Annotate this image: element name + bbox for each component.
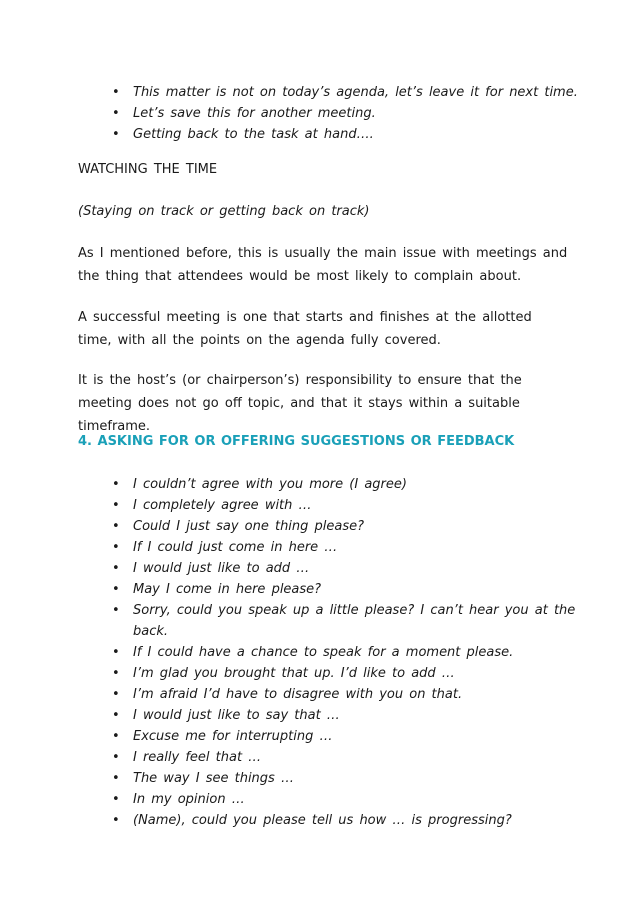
bullet-icon: • (112, 582, 120, 597)
feedback-phrases-list (112, 474, 582, 831)
bullet-icon: • (112, 477, 120, 492)
paragraph-successful-meeting: A successful meeting is one that starts and finishes at the allotted time, with all the points on the agenda fully covered. (78, 310, 532, 348)
list-item: • I would just like to say that … (112, 705, 582, 726)
list-item: • The way I see things … (112, 768, 582, 789)
bullet-icon: • (112, 498, 120, 513)
list-item: • I really feel that … (112, 747, 582, 768)
bullet-icon: • (112, 771, 120, 786)
list-item: • I’m glad you brought that up. I’d like to add … (112, 663, 582, 684)
list-item: • This matter is not on today’s agenda, let’s leave it for next time. (112, 82, 582, 103)
bullet-icon: • (112, 813, 120, 828)
bullet-icon: • (112, 519, 120, 534)
list-item: • I would just like to add … (112, 558, 582, 579)
bullet-icon: • (112, 540, 120, 555)
list-item: • Could I just say one thing please? (112, 516, 582, 537)
bullet-icon: • (112, 792, 120, 807)
list-item: • (Name), could you please tell us how … is progressing? (112, 810, 582, 831)
bullet-icon: • (112, 561, 120, 576)
list-item: • If I could just come in here … (112, 537, 582, 558)
list-item: • If I could have a chance to speak for a moment please. (112, 642, 582, 663)
list-item: • I couldn’t agree with you more (I agree) (112, 474, 582, 495)
paragraph-main-issue: As I mentioned before, this is usually the main issue with meetings and the thing that attendees would be most likely to complain about. (78, 246, 568, 284)
agenda-phrases-list (112, 82, 582, 145)
bullet-icon: • (112, 85, 120, 100)
bullet-icon: • (112, 603, 120, 618)
list-item: • I completely agree with … (112, 495, 582, 516)
section-heading-suggestions: 4. ASKING FOR OR OFFERING SUGGESTIONS OR FEEDBACK (78, 434, 515, 449)
paragraph-host-responsibility: It is the host’s (or chairperson’s) responsibility to ensure that the meeting does not go off topic, and that it stays within a suitable timeframe. (78, 373, 522, 434)
bullet-icon: • (112, 708, 120, 723)
list-item: • Excuse me for interrupting … (112, 726, 582, 747)
bullet-icon: • (112, 687, 120, 702)
bullet-icon: • (112, 729, 120, 744)
bullet-icon: • (112, 127, 120, 142)
list-item: • Getting back to the task at hand…. (112, 124, 582, 145)
bullet-icon: • (112, 645, 120, 660)
bullet-icon: • (112, 666, 120, 681)
list-item: • In my opinion … (112, 789, 582, 810)
bullet-icon: • (112, 106, 120, 121)
list-item: • Let’s save this for another meeting. (112, 103, 582, 124)
list-item: • Sorry, could you speak up a little please? I can’t hear you at the back. (112, 600, 582, 642)
list-item: • I’m afraid I’d have to disagree with you on that. (112, 684, 582, 705)
bullet-icon: • (112, 750, 120, 765)
watching-time-subtitle: (Staying on track or getting back on track) (78, 204, 370, 219)
watching-time-heading: WATCHING THE TIME (78, 162, 218, 177)
list-item: • May I come in here please? (112, 579, 582, 600)
